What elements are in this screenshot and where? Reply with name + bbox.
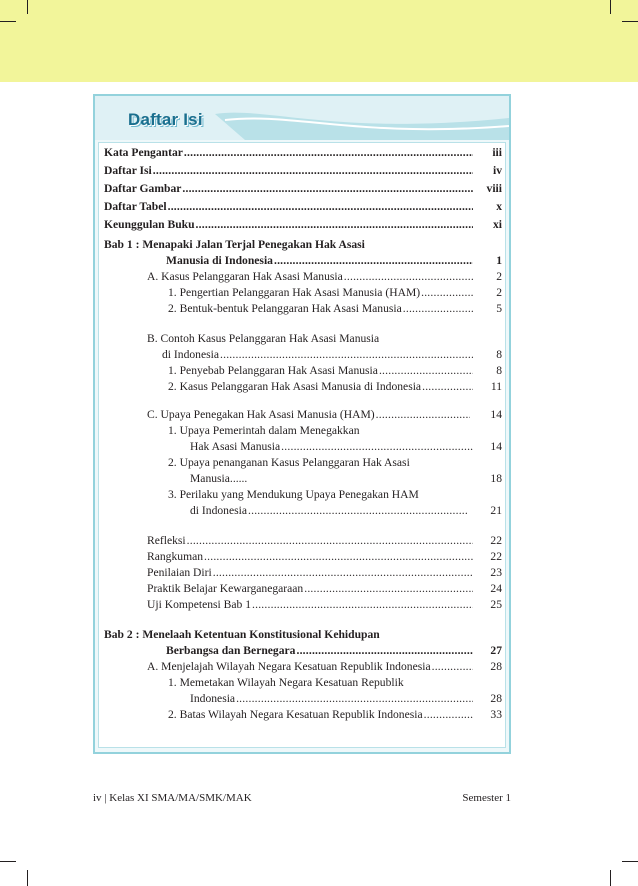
toc-entry: di Indonesia ..... 21 (190, 504, 468, 518)
toc-entry: Daftar Tabel ..... x (104, 200, 474, 214)
footer-right: Semester 1 (462, 792, 511, 804)
toc-entry: A. Kasus Pelanggaran Hak Asasi Manusia ..... 2 (147, 270, 474, 284)
toc-entry: 1. Upaya Pemerintah dalam Menegakkan (168, 424, 360, 437)
toc-entry: 2. Kasus Pelanggaran Hak Asasi Manusia di Indonesia ..... 11 (168, 380, 474, 394)
toc-entry: Daftar Gambar ..... viii (104, 182, 474, 196)
page-title: Daftar Isi (128, 110, 203, 129)
toc-entry: Manusia...... (190, 472, 248, 485)
crop-mark-bottom-left-v (27, 870, 28, 886)
toc-entry: Daftar Isi ..... iv (104, 164, 474, 178)
toc-entry: Keunggulan Buku ..... xi (104, 218, 474, 232)
toc-entry: 1. Penyebab Pelanggaran Hak Asasi Manusia ..... 8 (168, 364, 474, 378)
crop-mark-top-right-h (622, 21, 638, 22)
toc-entry: B. Contoh Kasus Pelanggaran Hak Asasi Manusia (147, 332, 380, 345)
chapter-heading: Bab 1 : Menapaki Jalan Terjal Penegakan Hak Asasi (104, 238, 365, 251)
toc-entry: 1. Pengertian Pelanggaran Hak Asasi Manusia (HAM) ..... 2 (168, 286, 474, 300)
toc-page-number: 18 (490, 472, 502, 485)
toc-entry: 1. Memetakan Wilayah Negara Kesatuan Republik (168, 676, 404, 689)
toc-entry: Rangkuman ..... 22 (147, 550, 474, 564)
footer-left: iv | Kelas XI SMA/MA/SMK/MAK (93, 792, 252, 804)
toc-entry: 2. Upaya penanganan Kasus Pelanggaran Hak Asasi (168, 456, 410, 469)
crop-mark-bottom-left-h (0, 861, 16, 862)
chapter-heading-line2: Berbangsa dan Bernegara ..... 27 (166, 644, 474, 658)
toc-entry: Indonesia ..... 28 (190, 692, 474, 706)
chapter-heading: Bab 2 : Menelaah Ketentuan Konstitusional Kehidupan (104, 628, 380, 641)
toc-entry: 2. Bentuk-bentuk Pelanggaran Hak Asasi Manusia ..... 5 (168, 302, 474, 316)
toc-entry: Praktik Belajar Kewarganegaraan ..... 24 (147, 582, 474, 596)
toc-entry: Penilaian Diri ..... 23 (147, 566, 474, 580)
toc-entry: 3. Perilaku yang Mendukung Upaya Penegakan HAM (168, 488, 419, 501)
toc-entry: 2. Batas Wilayah Negara Kesatuan Republik Indonesia ..... 33 (168, 708, 474, 722)
toc-entry: Hak Asasi Manusia ..... 14 (190, 440, 474, 454)
toc-entry: Kata Pengantar ..... iii (104, 146, 474, 160)
crop-mark-bottom-right-v (610, 870, 611, 886)
crop-mark-top-left-h (0, 21, 16, 22)
crop-mark-top-left-v (27, 0, 28, 14)
toc-entry: Refleksi ..... 22 (147, 534, 474, 548)
chapter-heading-line2: Manusia di Indonesia ..... 1 (166, 254, 474, 268)
crop-mark-top-right-v (610, 0, 611, 14)
crop-mark-bottom-right-h (622, 861, 638, 862)
top-color-band (0, 0, 638, 82)
toc-entry: A. Menjelajah Wilayah Negara Kesatuan Republik Indonesia ..... 28 (147, 660, 474, 674)
toc-entry: di Indonesia ..... 8 (162, 348, 474, 362)
toc-entry: Uji Kompetensi Bab 1 ..... 25 (147, 598, 474, 612)
toc-entry: C. Upaya Penegakan Hak Asasi Manusia (HAM) ..... 14 (147, 408, 471, 422)
